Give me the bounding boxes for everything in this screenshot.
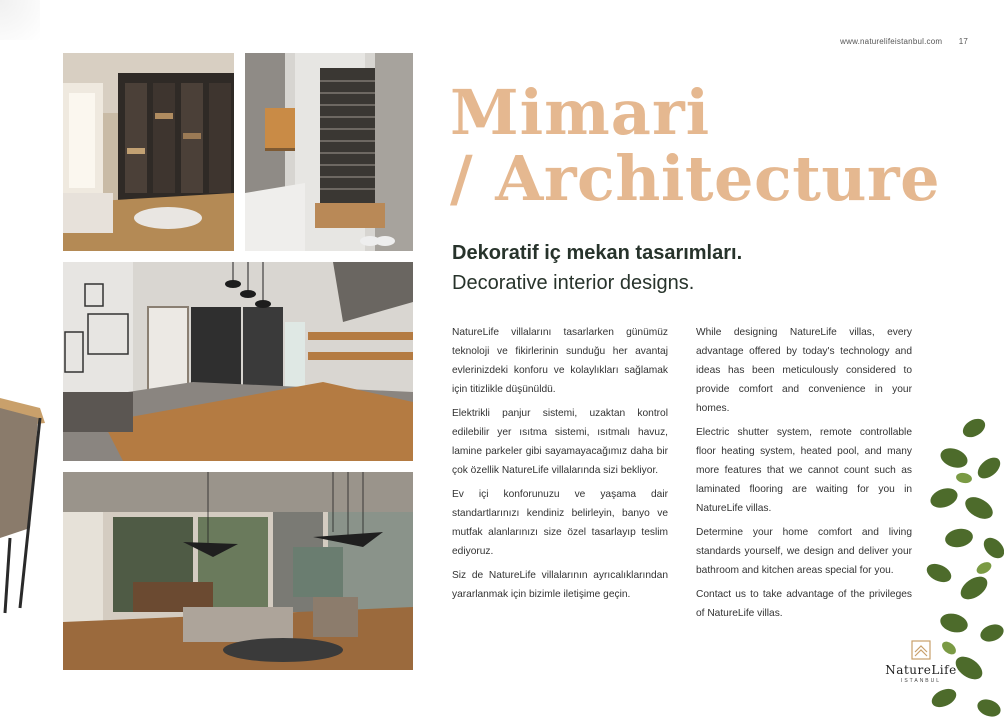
paragraph: Contact us to take advantage of the privileges of NatureLife villas.: [696, 589, 912, 619]
leaf-logo-icon: [910, 639, 932, 661]
body-column-turkish: [452, 323, 668, 609]
page-title: [450, 76, 941, 215]
paragraph: Siz de NatureLife villalarının ayrıcalıklarından yararlanmak için bizimle iletişime geçin.: [452, 570, 668, 600]
paragraph: Electric shutter system, remote controllable floor heating system, heated pool, and many more features that we cannot count such as laminated flooring are waiting for you in NatureLife villas.: [696, 427, 912, 514]
page-number: 17: [958, 37, 968, 46]
photo-kitchen: [63, 262, 413, 461]
body-column-english: [696, 323, 912, 628]
logo-name: NatureLife: [885, 663, 957, 677]
paragraph: NatureLife villalarını tasarlarken günümüz teknoloji ve fikirlerinin sunduğu her avantaj evlerinizdeki konforu ve kolaylıkları sağlamak için titizlikle düşünüldü.: [452, 327, 668, 395]
corner-shade: [0, 0, 40, 40]
paragraph: Ev içi konforunuzu ve yaşama dair standartlarınızı kendiniz belirleyin, banyo ve mutfak alanlarınızı size özel tasarlayıp teslim ediyoruz.: [452, 489, 668, 557]
page-header: [840, 37, 968, 46]
subtitle-turkish: Dekoratif iç mekan tasarımları.: [452, 242, 743, 264]
paragraph: While designing NatureLife villas, every advantage offered by today's technology and ideas has been meticulously considered to provide comfort and convenience in your homes.: [696, 327, 912, 414]
photo-living-room: [63, 472, 413, 670]
decorative-chair: [0, 388, 50, 618]
photo-bathroom: [245, 53, 413, 251]
paragraph: Elektrikli panjur sistemi, uzaktan kontrol edilebilir yer ısıtma sistemi, ısıtmalı havuz, lamine parkeler gibi sayamayacağımız daha bir çok özellik NatureLife villalarında sizi bekliyor.: [452, 408, 668, 476]
photo-dressing-room: [63, 53, 234, 251]
logo-city: ISTANBUL: [900, 678, 942, 684]
title-line-2: / Architecture: [450, 142, 941, 215]
title-line-1: Mimari: [450, 76, 711, 149]
website-url[interactable]: www.naturelifeistanbul.com: [840, 37, 943, 46]
paragraph: Determine your home comfort and living standards yourself, we design and deliver your bathroom and kitchen areas special for you.: [696, 527, 912, 576]
subtitle-english: Decorative interior designs.: [452, 272, 695, 294]
naturelife-logo: [872, 639, 970, 684]
